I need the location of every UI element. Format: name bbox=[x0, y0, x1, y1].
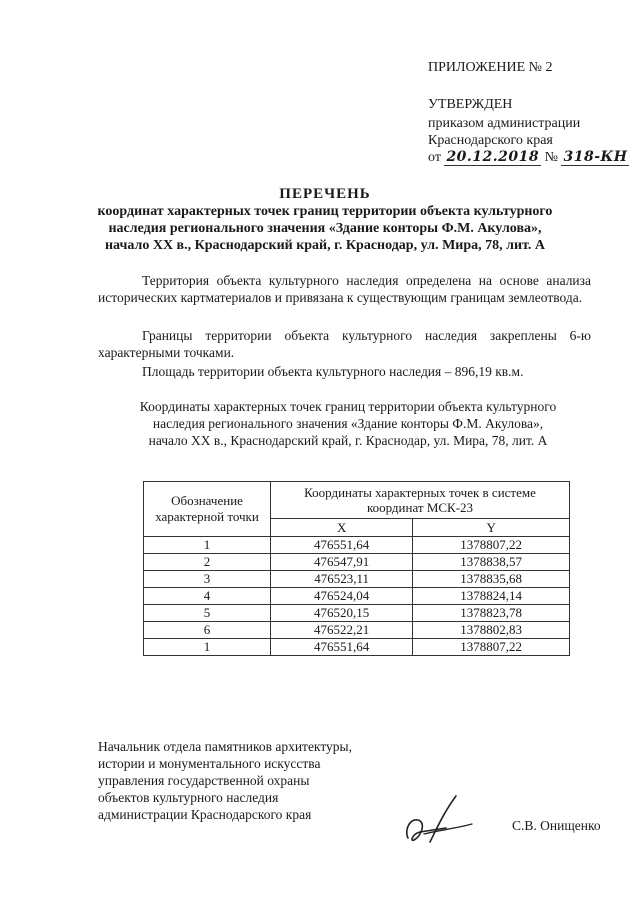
signatory-line-2: истории и монументального искусства bbox=[98, 756, 321, 771]
y-cell: 1378838,57 bbox=[413, 554, 570, 571]
table-row bbox=[144, 571, 570, 588]
handwritten-signature bbox=[400, 790, 485, 850]
table-row bbox=[144, 639, 570, 656]
document-title bbox=[60, 186, 590, 254]
paragraph-area bbox=[98, 363, 591, 380]
x-cell: 476547,91 bbox=[271, 554, 413, 571]
title-line-3: наследия регионального значения «Здание конторы Ф.М. Акулова», bbox=[108, 221, 542, 236]
x-cell: 476551,64 bbox=[271, 639, 413, 656]
paragraph-territory bbox=[98, 272, 591, 306]
x-cell: 476551,64 bbox=[271, 537, 413, 554]
number-prefix: № bbox=[544, 150, 558, 165]
title-line-1: ПЕРЕЧЕНЬ bbox=[279, 186, 371, 202]
y-cell: 1378835,68 bbox=[413, 571, 570, 588]
approval-date: 20.12.2018 bbox=[446, 149, 540, 165]
signatory-line-4: объектов культурного наследия bbox=[98, 790, 279, 805]
signatory-name: С.В. Онищенко bbox=[512, 818, 601, 833]
point-cell: 5 bbox=[144, 605, 271, 622]
x-cell: 476523,11 bbox=[271, 571, 413, 588]
table-row bbox=[144, 554, 570, 571]
point-cell: 6 bbox=[144, 622, 271, 639]
point-cell: 1 bbox=[144, 537, 271, 554]
coordinates-subtitle bbox=[88, 398, 608, 449]
approved-line-1: приказом администрации bbox=[428, 116, 581, 131]
paragraph-3-text: Площадь территории объекта культурного наследия – 896,19 кв.м. bbox=[142, 364, 524, 379]
approved-title: УТВЕРЖДЕН bbox=[428, 97, 513, 112]
point-column-header: Обозначение характерной точки bbox=[144, 482, 271, 537]
approval-number: 318-КН bbox=[563, 149, 628, 165]
point-cell: 3 bbox=[144, 571, 271, 588]
signatory-position bbox=[98, 738, 352, 823]
y-cell: 1378807,22 bbox=[413, 639, 570, 656]
x-cell: 476524,04 bbox=[271, 588, 413, 605]
coordinates-group-header: Координаты характерных точек в системе координат МСК-23 bbox=[271, 482, 570, 519]
approved-line-2: Краснодарского края bbox=[428, 133, 553, 148]
signatory-line-1: Начальник отдела памятников архитектуры, bbox=[98, 739, 352, 754]
approval-block bbox=[428, 96, 629, 166]
table-row bbox=[144, 622, 570, 639]
table-row bbox=[144, 605, 570, 622]
appendix-label: ПРИЛОЖЕНИЕ № 2 bbox=[428, 60, 553, 75]
subtitle-line-2: наследия регионального значения «Здание конторы Ф.М. Акулова», bbox=[152, 416, 544, 431]
title-line-4: начало XX в., Краснодарский край, г. Краснодар, ул. Мира, 78, лит. А bbox=[104, 238, 546, 253]
y-cell: 1378823,78 bbox=[413, 605, 570, 622]
point-cell: 2 bbox=[144, 554, 271, 571]
signatory-line-5: администрации Краснодарского края bbox=[98, 807, 312, 822]
point-cell: 4 bbox=[144, 588, 271, 605]
y-cell: 1378807,22 bbox=[413, 537, 570, 554]
table-row bbox=[144, 588, 570, 605]
coordinates-table bbox=[143, 481, 570, 656]
title-line-2: координат характерных точек границ территории объекта культурного bbox=[97, 204, 553, 219]
signatory-line-3: управления государственной охраны bbox=[98, 773, 310, 788]
date-prefix: от bbox=[428, 150, 441, 165]
x-cell: 476520,15 bbox=[271, 605, 413, 622]
approval-date-line bbox=[428, 149, 629, 166]
y-column-header: Y bbox=[413, 519, 570, 537]
x-cell: 476522,21 bbox=[271, 622, 413, 639]
paragraph-1-text: Территория объекта культурного наследия определена на основе анализа исторических картматериалов и привязана к существующим границам землеотвода. bbox=[98, 273, 591, 305]
point-cell: 1 bbox=[144, 639, 271, 656]
subtitle-line-1: Координаты характерных точек границ территории объекта культурного bbox=[139, 399, 557, 414]
y-cell: 1378802,83 bbox=[413, 622, 570, 639]
y-cell: 1378824,14 bbox=[413, 588, 570, 605]
subtitle-line-3: начало XX в., Краснодарский край, г. Краснодар, ул. Мира, 78, лит. А bbox=[148, 433, 548, 448]
x-column-header: X bbox=[271, 519, 413, 537]
paragraph-boundaries bbox=[98, 327, 591, 361]
table-row bbox=[144, 537, 570, 554]
paragraph-2-text: Границы территории объекта культурного наследия закреплены 6-ю характерными точками. bbox=[98, 328, 591, 360]
